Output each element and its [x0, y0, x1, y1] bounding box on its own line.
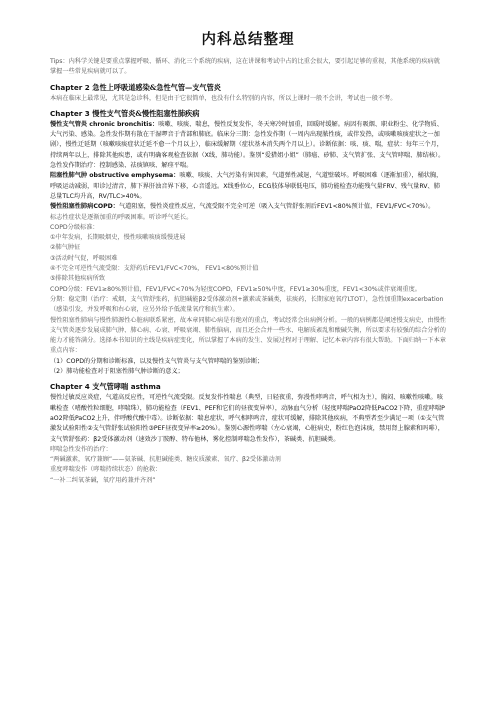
chronic-bronchitis-en: chronic bronchitis： — [87, 120, 159, 128]
copd-note: 标志性症状是逐渐加重的呼吸困难。听诊呼气延长。 — [50, 213, 193, 221]
chapter-3-title: 慢性支气管炎&慢性阻塞性肺疾病 — [92, 108, 200, 118]
chapter-4-number: Chapter 4 — [50, 382, 90, 392]
document-title: 内科总结整理 — [201, 31, 295, 48]
chapter-4-heading — [50, 381, 446, 392]
copd-paragraph — [50, 202, 446, 212]
key-point: （2）肺功能检查对于阻塞性肺气肿诊断的意义； — [50, 368, 184, 376]
chapter-2-title: 急性上呼吸道感染&急性气管—支气管炎 — [92, 82, 221, 92]
chronic-bronchitis-label: 慢性支气管炎 — [50, 120, 88, 128]
chapter-4-en: asthma — [128, 382, 161, 392]
chapter-2-number: Chapter 2 — [50, 82, 90, 92]
asthma-quote-1: “两碱激素，氧疗兼顾”——氨茶碱、抗胆碱能类、糖皮质激素、氧疗、β2受体激动剂 — [50, 456, 281, 464]
copd-criteria-list — [50, 233, 446, 284]
emphysema-text: 咳嗽、咳痰、大气污染有害因素，气道弹性减退，气道壁破坏。呼吸困难（逐渐加重），桶状胸，呼吸运动减弱，叩诊过清音，肺下界肝浊音界下移，心音遥远。X线垂位心，ECG肢体导联低电压，肺功能检查功能残气量FRV、残气量RV、肺总量TLC均升高，RV/TLC>40%。 — [50, 172, 443, 200]
chapter-3-number: Chapter 3 — [50, 108, 90, 118]
list-item: ⑤排除其他疾病所致 — [50, 275, 106, 283]
chronic-bronchitis-paragraph — [50, 120, 446, 171]
copd-label: 慢性阻塞性肺病 — [50, 203, 94, 211]
copd-grade-line: COPD分级：FEV1≥80%预计值，FEV1/FVC<70%为轻度COPD，FEV1≥50%中度，FEV1≥30%重度，FEV1<30%或伴衰竭重度。 — [50, 285, 421, 293]
chronic-pulmonary-paragraph: 慢性阻塞性肺病与慢性肺源性心脏病联系紧密，故本章同肺心病是有绝对的重点，考试经常会出病例分析。一般的病例都是阐述慢支病史，由慢性支气管炎逐步发展成肺气肿、肺心病、心衰、呼吸衰竭、肺性脑病，而且还会合并一些水、电解质紊乱和酸碱失衡，所以要求有较强的综合分析的能力才能答满分。选择本书知识的主线是疾病症变化，所以掌握了本病的发生、发展过程对于理解、记忆本章内容有很大帮助。下面归纳一下本章重点内容： — [50, 316, 446, 355]
copd-text: 气道阻塞，慢性炎症性反应，气流受限不完全可逆（吸入支气管舒张剂后FEV1<80%预计值，FEV1/FVC<70%）。 — [118, 203, 435, 211]
asthma-quote-2: “一补二纠氧茶碱，氧疗用药兼并齐剂” — [50, 476, 156, 484]
emphysema-en: obstructive emphysema： — [87, 172, 180, 180]
list-item: ④不完全可逆性气流受限：支舒药后FEV1/FVC<70%， FEV1<80%预计值 — [50, 265, 259, 273]
emphysema-label: 阻塞性肺气肿 — [50, 172, 88, 180]
emphysema-paragraph — [50, 171, 446, 202]
list-item: ②肺气肿征 — [50, 244, 81, 252]
chronic-bronchitis-text: 咳嗽、咳痰、喘息，慢性反复发作，冬天寒冷时加重，回暖时缓解。病因有吸烟、职业粉尘、化学物质、大气污染、感染。急性发作期有散在干湿啰音于背部和肺底。临床分三期：急性发作期（一周内出现脓性痰，或伴发热，或咳嗽咳痰症状之一加剧），慢性迁延期（咳嗽咳痰症状迁延不愈一个月以上），临床缓解期（症状基本消失两个月以上）。诊断依据：咳、痰、喘，症状：每年三个月，持续两年以上，排除其他疾患，或有明确客观检查依据（X线，肺功能）。鉴别“爱猎姐小姐”（肺癌、矽肺、支气管扩张、支气管哮喘、肺结核）。急性发作期治疗：控制感染、祛痰镇咳、解痉平喘。 — [50, 120, 445, 170]
intro-tips: Tips：内科学关键是要重点掌握呼吸、循环、消化三个系统的疾病，这在讲课和考试中占的比重会很大，要引起足够的重视，其他系统的疾病就掌握一些常见疾病就可以了。 — [50, 58, 440, 76]
copd-stage-line: 分期：稳定期（治疗：戒烟，支气管舒张药，抗胆碱能β2受体激动剂+激素或茶碱类，祛痰药，长期家庭氧疗LTOT），急性加重期exacerbation（感染引发，并发呼吸和右心衰，应另外给予低流量氧疗和抗生素）。 — [50, 295, 444, 314]
asthma-note: 哮喘急性发作的治疗： — [50, 445, 112, 453]
key-point: （1）COPD的分期和诊断标准，以及慢性支气管炎与支气管哮喘的鉴别诊断； — [50, 357, 264, 365]
copd-grade-title: COPD分级标准： — [50, 223, 99, 231]
copd-en: COPD： — [93, 203, 119, 211]
asthma-quote-2-title: 重度哮喘发作（哮喘持续状态）的抢救： — [50, 466, 162, 474]
chapter-2-heading — [50, 82, 446, 93]
chapter-4-title: 支气管哮喘 — [92, 382, 129, 392]
chapter-3-heading — [50, 108, 446, 119]
list-item: ①中年发病，长期吸烟史，慢性咳嗽咳痰缓慢进展 — [50, 234, 186, 242]
list-item: ③活动时气促，呼吸困难 — [50, 254, 118, 262]
chapter-2-body: 本病在临床上最常见，尤其是急诊科，但是由于它很简单，也没有什么特别的内容，所以上课时一般不会讲，考试也一般不考。 — [50, 94, 397, 102]
asthma-paragraph: 慢性过敏反应炎症，气道高反应性，可逆性气流受限。反复发作性喘息（典型，日轻夜重，弥漫性哮鸣音，呼气相为主），胸闷、咳嗽性咳嗽。咳嗽检查（嗜酸性粒细胞，哮喘珠），肺功能检查（FEV1、PEF和它们的昼夜变异率），动脉血气分析（轻度哮喘PaO2降低PaCO2下降，重症哮喘PaO2降低PaCO2上升，伴呼酸代酸中毒）。诊断依据：喘息症状，呼气相哮鸣音，症状可缓解，排除其他疾病，不典型者至少满足一项（①支气管激发试验阳性②支气管舒张试验阳性③PEF昼夜变异率≥20%）。鉴别心源性哮喘（左心衰竭，心脏病史，粉红色泡沫痰，禁用肾上腺素和吗啡），支气管舒张药：β2受体激动剂（速效沙丁胺醇、特布他林，雾化控制哮喘急性发作），茶碱类、抗胆碱类。 — [50, 394, 445, 443]
